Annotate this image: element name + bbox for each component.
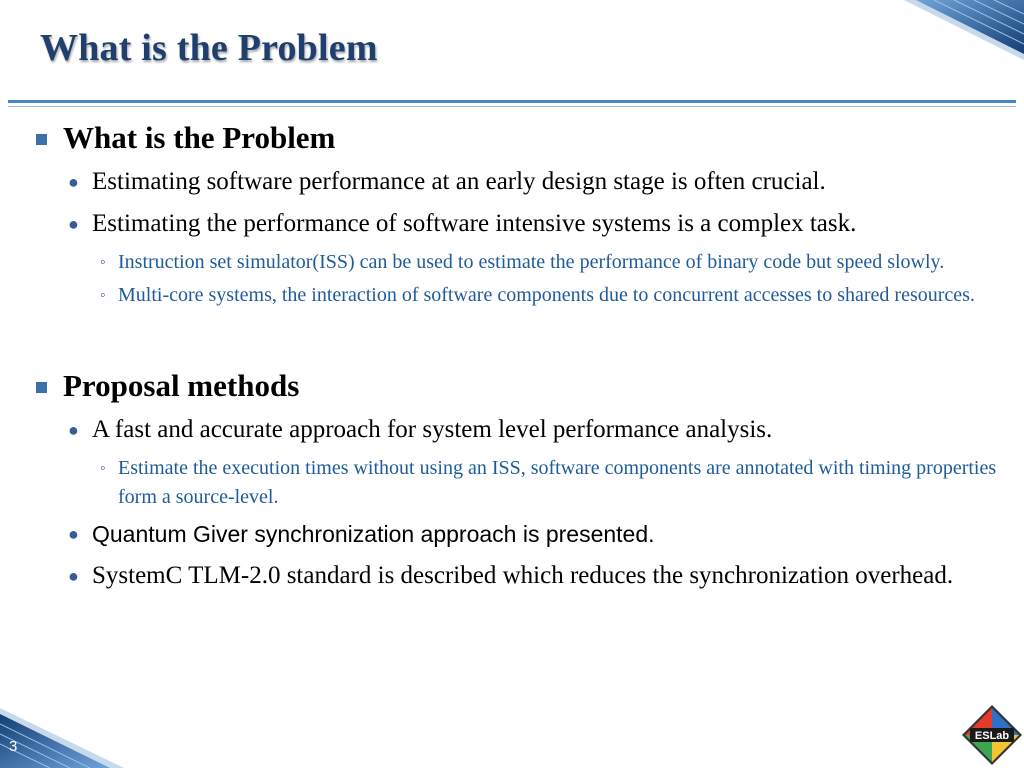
- sub-bullet-item: [30, 454, 1015, 512]
- section-heading-text: What is the Problem: [63, 120, 336, 155]
- section-heading-text: Proposal methods: [63, 368, 300, 403]
- dot-bullet-icon: ●: [68, 420, 79, 440]
- dot-bullet-icon: ●: [68, 524, 79, 544]
- bullet-item-text: SystemC TLM-2.0 standard is described which reduces the synchronization overhead.: [92, 562, 954, 589]
- square-bullet-icon: [36, 382, 47, 393]
- bullet-item: [30, 516, 1015, 552]
- ring-bullet-icon: ◦: [100, 254, 106, 271]
- bullet-item-text: A fast and accurate approach for system level performance analysis.: [92, 416, 773, 443]
- logo-text: ESLab: [974, 730, 1010, 742]
- bullet-item: [30, 412, 1015, 448]
- bullet-item-text: Estimating software performance at an early design stage is often crucial.: [92, 168, 826, 195]
- section-heading: [30, 118, 1015, 158]
- bullet-item: [30, 206, 1015, 242]
- title-divider-thin: [8, 106, 1016, 107]
- sub-bullet-item: [30, 248, 1015, 277]
- sub-bullet-text: Estimate the execution times without using an ISS, software components are annotated with timing properties form a source-level.: [118, 457, 997, 508]
- section-heading: [30, 366, 1015, 406]
- dot-bullet-icon: ●: [68, 172, 79, 192]
- bullet-item: [30, 558, 1015, 594]
- ring-bullet-icon: ◦: [100, 460, 106, 477]
- eslab-logo: [962, 704, 1022, 766]
- title-divider: [8, 100, 1016, 103]
- slide-title: What is the Problem: [40, 27, 378, 69]
- section-spacer: [30, 314, 1015, 366]
- bottom-left-corner-decoration: [0, 708, 140, 768]
- slide-content: [30, 118, 1015, 600]
- page-number: 3: [9, 738, 18, 755]
- bullet-item: [30, 164, 1015, 200]
- bullet-item-text: Quantum Giver synchronization approach is presented.: [92, 521, 655, 547]
- sub-bullet-text: Multi-core systems, the interaction of software components due to concurrent accesses to shared resources.: [118, 284, 975, 306]
- ring-bullet-icon: ◦: [100, 287, 106, 304]
- top-right-corner-decoration: [884, 0, 1024, 60]
- sub-bullet-text: Instruction set simulator(ISS) can be used to estimate the performance of binary code but speed slowly.: [118, 251, 945, 273]
- dot-bullet-icon: ●: [68, 566, 79, 586]
- bullet-item-text: Estimating the performance of software intensive systems is a complex task.: [92, 210, 857, 237]
- sub-bullet-item: [30, 281, 1015, 310]
- dot-bullet-icon: ●: [68, 214, 79, 234]
- square-bullet-icon: [36, 134, 47, 145]
